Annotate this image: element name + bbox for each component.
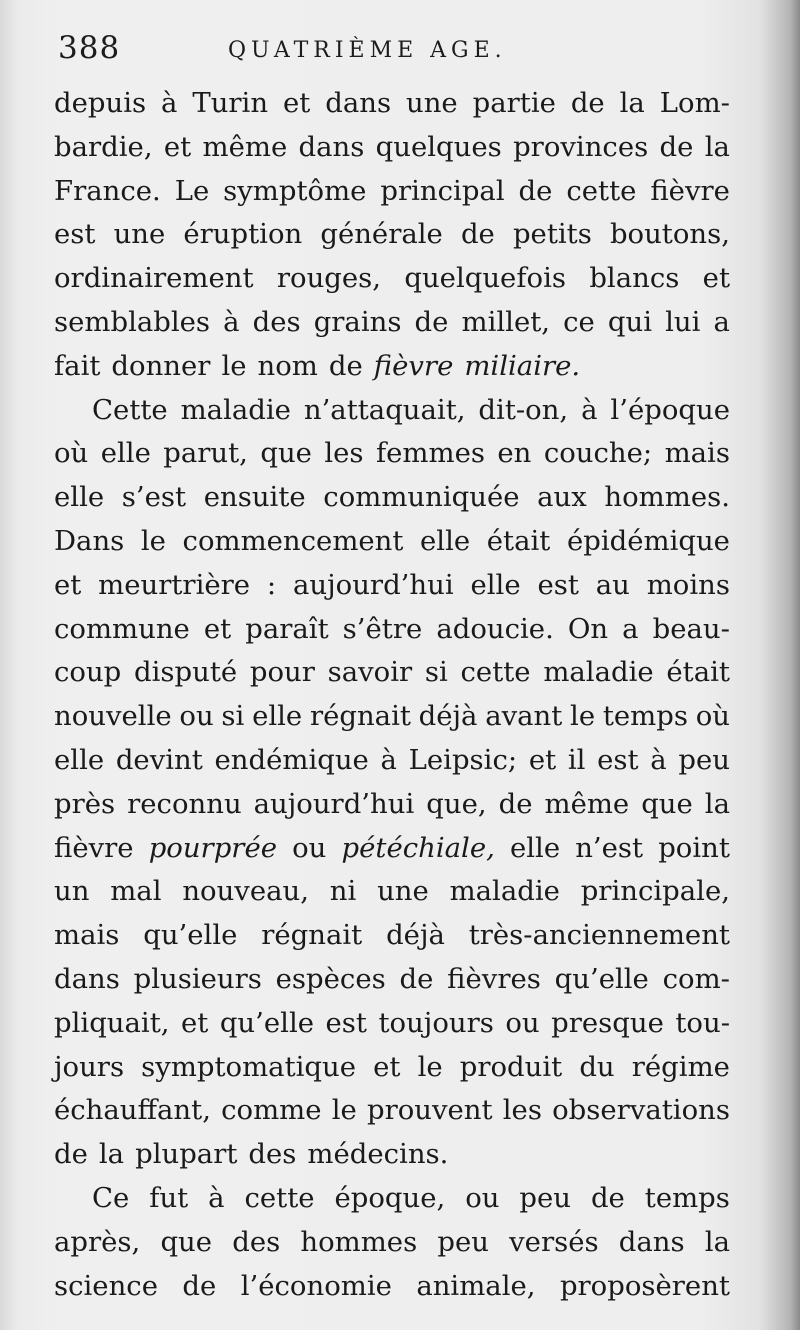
word: jours — [54, 1050, 125, 1083]
word: dans — [325, 87, 392, 119]
word: Lom- — [659, 87, 730, 119]
word: était — [486, 524, 551, 557]
word: blancs — [589, 262, 680, 295]
word: et — [373, 1050, 401, 1083]
text-line — [54, 958, 730, 1002]
word: reconnu — [127, 787, 242, 820]
word: une — [377, 875, 429, 908]
word: aujourd’hui — [253, 787, 415, 820]
word: dans — [618, 1225, 685, 1258]
word: à — [161, 87, 178, 119]
word: générale — [320, 218, 443, 251]
text-line — [54, 432, 730, 476]
word: du — [579, 1050, 615, 1083]
word: même — [544, 787, 630, 820]
word: un — [54, 875, 90, 908]
text-line — [54, 1002, 730, 1046]
word: ordinairement — [54, 262, 254, 295]
text-line — [54, 345, 730, 389]
word: ce — [563, 305, 595, 338]
word: quelquefois — [404, 262, 566, 295]
word: de — [570, 87, 605, 119]
text-line — [54, 520, 730, 564]
word: ou — [465, 1181, 500, 1214]
word: elle — [54, 743, 105, 776]
word: l’économie — [240, 1269, 392, 1302]
word: elle — [470, 568, 521, 601]
text-line — [54, 170, 730, 214]
word: de — [54, 1138, 88, 1171]
word: il — [567, 743, 586, 776]
text-line — [54, 870, 730, 914]
body-text — [54, 82, 730, 1308]
word: commune — [54, 612, 190, 645]
word: point — [658, 831, 730, 864]
word: Cette — [92, 393, 168, 426]
word: commencement — [182, 524, 404, 557]
word: de — [498, 787, 533, 820]
word: et — [163, 130, 192, 163]
word: Dans — [54, 524, 125, 557]
text-line — [54, 1265, 730, 1309]
word: les — [324, 437, 364, 470]
word: Ce — [92, 1181, 130, 1214]
word: ou — [292, 831, 327, 864]
word: est — [537, 568, 579, 601]
word: endémique — [214, 743, 369, 776]
word: peu — [678, 743, 730, 776]
word: fièvre — [650, 174, 730, 207]
word: une — [113, 218, 166, 251]
word: ou — [505, 1006, 540, 1039]
word: On — [567, 612, 609, 645]
word: que, — [426, 787, 487, 820]
word: cette — [244, 1181, 315, 1214]
word: que — [260, 437, 312, 470]
text-line — [54, 213, 730, 257]
word: provinces — [513, 130, 649, 163]
word: versés — [509, 1225, 599, 1258]
word: à — [208, 1181, 225, 1214]
word: plupart — [135, 1138, 238, 1171]
word: dans — [298, 130, 365, 163]
word: si — [424, 656, 448, 689]
word: après, — [54, 1225, 141, 1258]
word: l’époque — [610, 393, 730, 426]
word: pourprée — [148, 831, 278, 864]
word: elle — [54, 481, 105, 514]
word: en — [497, 437, 532, 470]
word: éruption — [183, 218, 303, 251]
word: partie — [472, 87, 556, 119]
word: miliaire. — [464, 349, 581, 382]
word: petits — [512, 218, 592, 251]
word: cette — [460, 656, 531, 689]
word: moins — [646, 568, 730, 601]
word: femmes — [375, 437, 485, 470]
word: Turin — [192, 87, 269, 119]
word: boutons, — [609, 218, 730, 251]
word: et — [181, 1006, 209, 1039]
text-line — [54, 301, 730, 345]
word: mal — [110, 875, 162, 908]
word: dans — [54, 962, 120, 995]
word: et — [203, 612, 232, 645]
word: où — [695, 700, 730, 733]
word: que — [641, 787, 693, 820]
page-number: 388 — [58, 30, 121, 66]
word: a — [713, 305, 730, 338]
word: la — [619, 87, 645, 119]
word: France. — [54, 174, 161, 207]
word: régime — [631, 1050, 730, 1083]
word: pour — [249, 656, 315, 689]
text-line — [54, 651, 730, 695]
word: toujours — [378, 1006, 494, 1039]
word: médecins. — [307, 1138, 449, 1171]
word: plusieurs — [133, 962, 262, 995]
word: ensuite — [203, 481, 306, 514]
word: n’attaquait, — [303, 393, 466, 426]
word: aujourd’hui — [293, 568, 454, 601]
word: principal — [380, 174, 505, 207]
text-line — [54, 389, 730, 433]
word: où — [54, 437, 89, 470]
word: ni — [329, 875, 357, 908]
word: le — [417, 1050, 443, 1083]
word: espèces — [275, 962, 386, 995]
word: à — [380, 743, 397, 776]
word: meurtrière — [98, 568, 251, 601]
word: de — [399, 962, 434, 995]
word: elle — [100, 437, 151, 470]
word: bardie, — [54, 130, 153, 163]
word: de — [659, 130, 694, 163]
word: paraît — [245, 612, 329, 645]
word: époque, — [334, 1181, 446, 1214]
word: peu — [519, 1181, 572, 1214]
text-line — [54, 783, 730, 827]
word: qu’elle — [143, 919, 238, 952]
word: de — [414, 305, 449, 338]
word: à — [223, 305, 240, 338]
word: fièvres — [447, 962, 541, 995]
word: même — [202, 130, 288, 163]
word: rouges, — [276, 262, 382, 295]
word: maladie — [449, 875, 560, 908]
word: si — [221, 700, 245, 733]
word: nouveau, — [182, 875, 309, 908]
word: est — [325, 1006, 367, 1039]
word: ou — [179, 700, 214, 733]
word: com- — [662, 962, 730, 995]
word: tou- — [675, 1006, 730, 1039]
word: peu — [437, 1225, 489, 1258]
word: depuis — [54, 87, 147, 119]
word: qui — [607, 305, 652, 338]
word: nouvelle — [54, 700, 172, 733]
word: adoucie. — [436, 612, 554, 645]
word: communiquée — [323, 481, 520, 514]
word: quelques — [375, 130, 502, 163]
word: régnait — [309, 700, 411, 733]
word: est — [597, 743, 639, 776]
text-line — [54, 1089, 730, 1133]
word: des — [252, 305, 301, 338]
word: épidémique — [566, 524, 730, 557]
word: fait — [54, 349, 101, 382]
word: Le — [174, 174, 210, 207]
word: déjà — [418, 700, 478, 733]
word: la — [98, 1138, 125, 1171]
word: n’est — [575, 831, 644, 864]
word: fièvre — [54, 831, 134, 864]
word: de — [460, 218, 495, 251]
text-line — [54, 695, 730, 739]
word: qu’elle — [219, 1006, 315, 1039]
word: elle — [252, 700, 303, 733]
word: très-anciennement — [468, 919, 730, 952]
word: devint — [115, 743, 203, 776]
word: temps — [644, 1181, 730, 1214]
text-line — [54, 476, 730, 520]
word: et — [283, 87, 311, 119]
running-head: QUATRIÈME AGE. — [228, 38, 507, 63]
text-line — [54, 564, 730, 608]
word: semblables — [54, 305, 211, 338]
word: coup — [54, 656, 122, 689]
word: le — [570, 700, 596, 733]
word: hommes. — [604, 481, 730, 514]
text-line — [54, 257, 730, 301]
word: millet, — [461, 305, 551, 338]
word: symptomatique — [141, 1050, 357, 1083]
word: et — [528, 743, 557, 776]
word: maladie — [543, 656, 654, 689]
word: couche; — [543, 437, 653, 470]
word: qu’elle — [554, 962, 649, 995]
word: échauffant, — [54, 1094, 211, 1127]
word: fièvre — [373, 349, 454, 382]
word: la — [704, 787, 730, 820]
word: principale, — [580, 875, 730, 908]
word: aux — [537, 481, 587, 514]
word: le — [221, 349, 247, 382]
text-line — [54, 1133, 730, 1177]
word: près — [54, 787, 116, 820]
text-line — [54, 126, 730, 170]
word: animale, — [416, 1269, 536, 1302]
word: de — [518, 174, 553, 207]
word: symptôme — [223, 174, 367, 207]
word: savoir — [327, 656, 413, 689]
word: science — [54, 1269, 158, 1302]
text-line — [54, 739, 730, 783]
word: s’est — [121, 481, 187, 514]
word: que — [160, 1225, 213, 1258]
text-line — [54, 1177, 730, 1221]
word: à — [581, 393, 598, 426]
word: mais — [54, 919, 120, 952]
word: régnait — [261, 919, 363, 952]
word: grains — [313, 305, 402, 338]
word: de — [182, 1269, 217, 1302]
word: de — [328, 349, 363, 382]
word: et — [54, 568, 82, 601]
word: des — [232, 1225, 281, 1258]
text-line — [54, 82, 730, 126]
text-line — [54, 1221, 730, 1265]
word: prouvent — [366, 1094, 493, 1127]
word: s’être — [342, 612, 423, 645]
word: : — [266, 568, 277, 601]
word: elle — [509, 831, 561, 864]
word: disputé — [134, 656, 238, 689]
word: à — [650, 743, 667, 776]
word: nom — [257, 349, 318, 382]
word: hommes — [300, 1225, 418, 1258]
word: est — [54, 218, 96, 251]
word: produit — [459, 1050, 563, 1083]
word: le — [331, 1094, 357, 1127]
word: déjà — [386, 919, 445, 952]
text-line — [54, 608, 730, 652]
word: de — [590, 1181, 625, 1214]
word: les — [502, 1094, 542, 1127]
word: presque — [551, 1006, 664, 1039]
word: donner — [111, 349, 211, 382]
word: beau- — [652, 612, 730, 645]
word: la — [704, 1225, 730, 1258]
word: et — [702, 262, 730, 295]
page-header — [58, 24, 738, 74]
word: a — [622, 612, 639, 645]
text-line — [54, 1046, 730, 1090]
word: pétéchiale, — [341, 831, 495, 864]
word: avant — [485, 700, 563, 733]
word: temps — [602, 700, 688, 733]
word: dit-on, — [478, 393, 569, 426]
word: était — [666, 656, 730, 689]
word: pliquait, — [54, 1006, 170, 1039]
word: le — [140, 524, 166, 557]
word: une — [406, 87, 458, 119]
word: maladie — [180, 393, 291, 426]
word: la — [704, 130, 730, 163]
text-line — [54, 827, 730, 871]
word: proposèrent — [559, 1269, 730, 1302]
word: Leipsic; — [408, 743, 518, 776]
word: des — [248, 1138, 297, 1171]
word: comme — [221, 1094, 322, 1127]
text-line — [54, 914, 730, 958]
word: lui — [665, 305, 701, 338]
word: parut, — [163, 437, 248, 470]
word: observations — [552, 1094, 730, 1127]
word: mais — [664, 437, 730, 470]
word: au — [595, 568, 630, 601]
word: elle — [420, 524, 471, 557]
word: cette — [566, 174, 637, 207]
word: fut — [149, 1181, 189, 1214]
